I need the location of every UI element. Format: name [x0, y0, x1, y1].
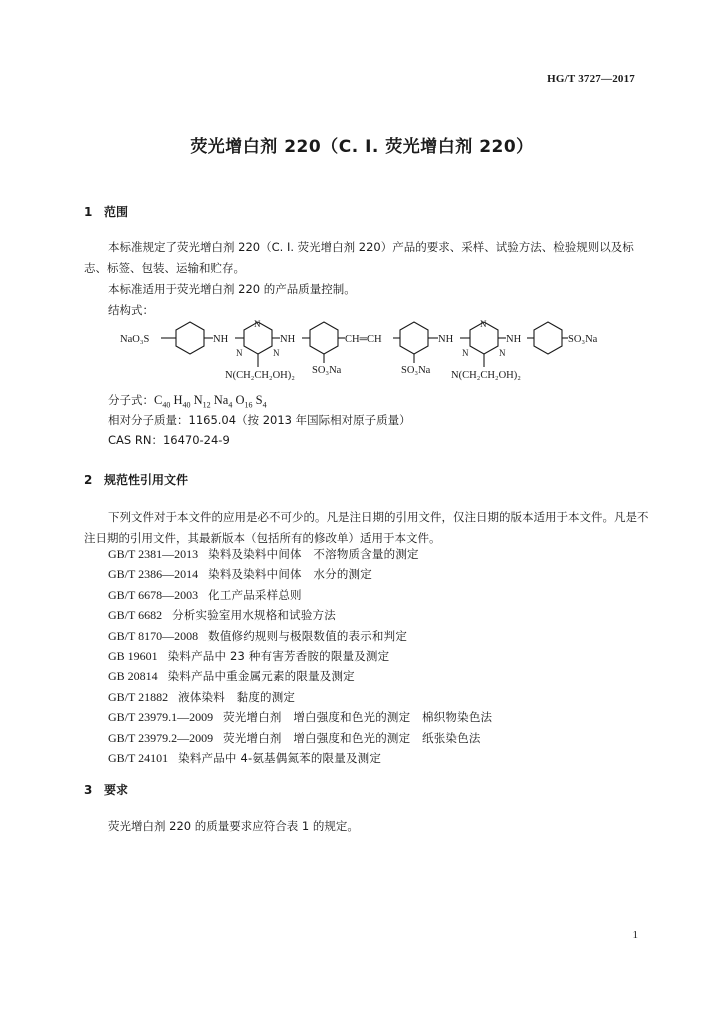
reference-item	[108, 544, 492, 564]
section-3-title: 要求	[104, 783, 129, 797]
reference-code: GB/T 6682	[108, 608, 163, 623]
reference-code: GB/T 24101	[108, 750, 169, 765]
normative-references-list	[108, 544, 492, 768]
molecular-mass-line: 相对分子质量：1165.04（按 2013 年国际相对原子质量）	[108, 413, 411, 427]
section-2-heading	[84, 471, 188, 488]
formula-so3na-1: SO₃Na	[312, 365, 342, 376]
formula-n-right-1: N	[273, 348, 280, 358]
page-number: 1	[632, 929, 638, 941]
formula-n-top-2: N	[480, 319, 487, 329]
standard-code: HG/T 3727—2017	[547, 73, 635, 85]
reference-title: 染料及染料中间体 不溶物质含量的测定	[208, 547, 419, 561]
reference-title: 染料产品中 4-氨基偶氮苯的限量及测定	[178, 750, 382, 765]
reference-title: 荧光增白剂 增白强度和色光的测定 纸张染色法	[223, 730, 481, 745]
benzene-ring-1	[176, 322, 204, 354]
section-3-paragraph: 荧光增白剂 220 的质量要求应符合表 1 的规定。	[108, 819, 359, 833]
formula-nh-2: NH	[280, 334, 296, 345]
reference-item	[108, 748, 492, 768]
reference-code: GB/T 21882	[108, 689, 169, 704]
molecular-formula: $C_{40}$ $H_{40}$ $N_{12}$ $Na_4$ $O_{16}$ $S_4$	[154, 393, 267, 410]
reference-code: GB 20814	[108, 669, 158, 684]
reference-code: GB/T 2386—2014	[108, 567, 199, 582]
section-1-number: 1	[84, 205, 93, 219]
reference-title: 染料及染料中间体 水分的测定	[208, 567, 372, 582]
section-1-title: 范围	[104, 205, 129, 219]
section-1-paragraph-2: 本标准适用于荧光增白剂 220 的产品质量控制。	[108, 282, 356, 296]
molecular-formula-label: 分子式：	[108, 393, 154, 407]
formula-amine-right: N(CH₂CH₂OH)₂	[451, 370, 521, 381]
reference-title: 数值修约规则与极限数值的表示和判定	[208, 628, 408, 643]
reference-code: GB/T 23979.2—2009	[108, 730, 214, 745]
reference-item	[108, 605, 492, 625]
reference-item	[108, 728, 492, 748]
section-2-title: 规范性引用文件	[104, 473, 189, 487]
reference-item	[108, 564, 492, 584]
formula-so3na-2: SO₃Na	[401, 365, 431, 376]
reference-code: GB/T 8170—2008	[108, 628, 199, 643]
formula-amine-left: N(CH₂CH₂OH)₂	[225, 370, 295, 381]
reference-title: 染料产品中重金属元素的限量及测定	[167, 669, 355, 684]
section-3-heading	[84, 781, 128, 798]
reference-code: GB/T 6678—2003	[108, 587, 199, 602]
formula-n-top-1: N	[254, 319, 261, 329]
section-2-paragraph: 下列文件对于本文件的应用是必不可少的。凡是注日期的引用文件，仅注日期的版本适用于本文件。凡是不注日期的引用文件，其最新版本（包括所有的修改单）适用于本文件。	[84, 510, 649, 545]
structure-label: 结构式：	[108, 303, 154, 317]
formula-n-right-2: N	[499, 348, 506, 358]
reference-title: 分析实验室用水规格和试验方法	[172, 608, 336, 623]
formula-nh-1: NH	[213, 334, 229, 345]
section-2-number: 2	[84, 473, 93, 487]
reference-item	[108, 646, 492, 666]
reference-code: GB/T 23979.1—2009	[108, 710, 214, 725]
formula-naso3-left: NaO₃S	[120, 334, 150, 345]
benzene-ring-3	[400, 322, 428, 354]
formula-nh-3: NH	[438, 334, 454, 345]
molecular-formula-line	[108, 392, 267, 410]
reference-title: 染料产品中 23 种有害芳香胺的限量及测定	[167, 648, 390, 663]
formula-nh-4: NH	[506, 334, 522, 345]
section-3-number: 3	[84, 783, 93, 797]
reference-item	[108, 585, 492, 605]
reference-item	[108, 626, 492, 646]
reference-item	[108, 707, 492, 727]
section-1-paragraph-1: 本标准规定了荧光增白剂 220（C. I. 荧光增白剂 220）产品的要求、采样、试验方法、检验规则以及标志、标签、包装、运输和贮存。	[84, 240, 634, 275]
benzene-ring-4	[534, 322, 562, 354]
formula-n-left-2: N	[462, 348, 469, 358]
formula-so3na-right: SO₃Na	[568, 334, 598, 345]
reference-title: 化工产品采样总则	[208, 587, 302, 602]
document-title: 荧光增白剂 220（C. I. 荧光增白剂 220）	[190, 137, 534, 157]
formula-n-left-1: N	[236, 348, 243, 358]
benzene-ring-2	[310, 322, 338, 354]
reference-item	[108, 687, 492, 707]
structural-formula	[120, 318, 620, 390]
section-1-heading	[84, 203, 128, 220]
reference-code: GB 19601	[108, 648, 158, 663]
reference-title: 液体染料 黏度的测定	[178, 689, 296, 704]
reference-title: 荧光增白剂 增白强度和色光的测定 棉织物染色法	[223, 710, 493, 725]
formula-ch-ch: CH═CH	[345, 334, 382, 345]
reference-code: GB/T 2381—2013	[108, 547, 199, 561]
reference-item	[108, 666, 492, 686]
cas-number-line: CAS RN：16470-24-9	[108, 433, 230, 447]
